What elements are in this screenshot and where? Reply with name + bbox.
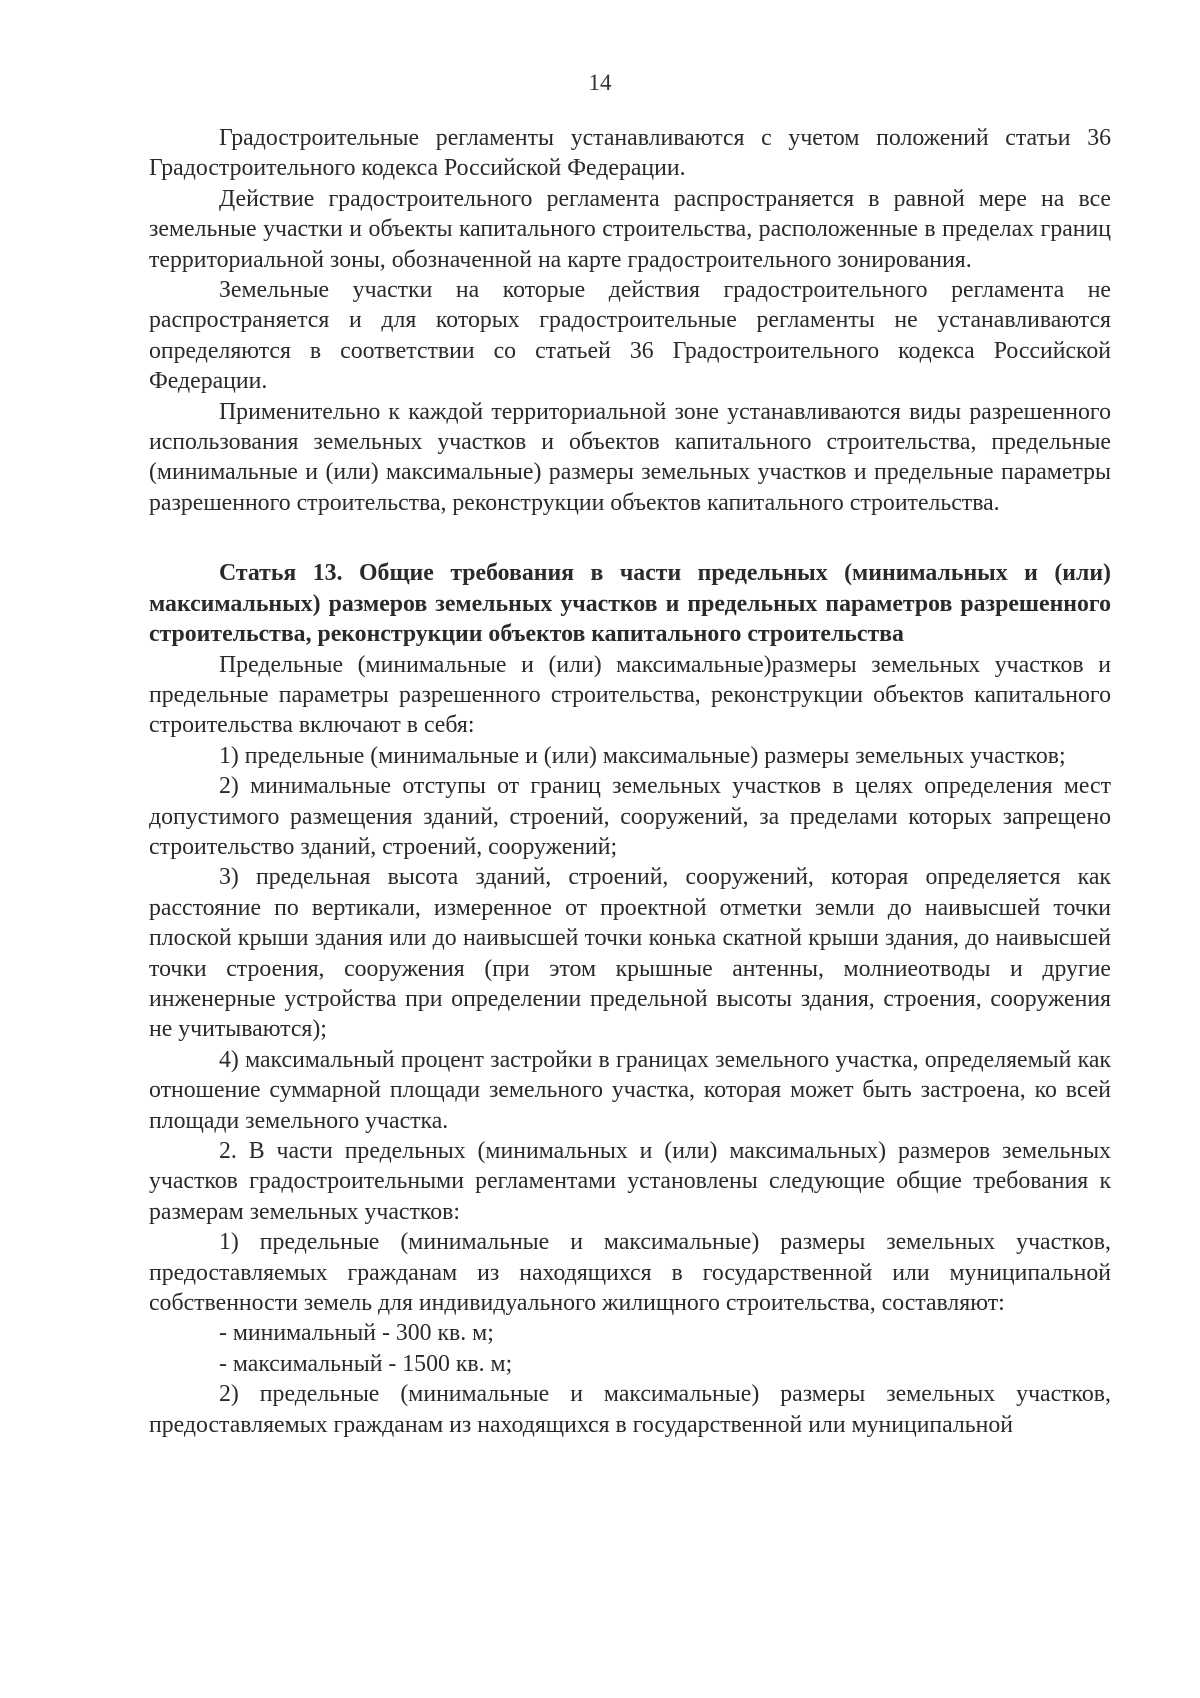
- paragraph: Применительно к каждой территориальной зоне устанавливаются виды разрешенного использования земельных участков и объектов капитального строительства, предельные (минимальные и (или) максимальные) размеры земельных участков и предельные параметры разрешенного строительства, реконструкции объектов капитального строительства.: [149, 398, 1111, 516]
- list-item: - минимальный - 300 кв. м;: [219, 1320, 494, 1347]
- list-item: 1) предельные (минимальные и (или) максимальные) размеры земельных участков;: [219, 742, 1066, 769]
- list-item: 4) максимальный процент застройки в границах земельного участка, определяемый как отношение суммарной площади земельного участка, которая может быть застроена, ко всей площади земельного участка.: [149, 1046, 1111, 1134]
- paragraph: Предельные (минимальные и (или) максимальные)размеры земельных участков и предельные параметры разрешенного строительства, реконструкции объектов капитального строительства включают в себя:: [149, 651, 1111, 739]
- paragraph: Земельные участки на которые действия градостроительного регламента не распространяется и для которых градостроительные регламенты не устанавливаются определяются в соответствии со статьей 36 Градостроительного кодекса Российской Федерации.: [149, 277, 1111, 395]
- paragraph: Градостроительные регламенты устанавливаются с учетом положений статьи 36 Градостроительного кодекса Российской Федерации.: [149, 125, 1111, 182]
- list-item: - максимальный - 1500 кв. м;: [219, 1350, 513, 1377]
- document-body: [149, 123, 1111, 1440]
- article-heading: Статья 13. Общие требования в части предельных (минимальных и (или) максимальных) размеров земельных участков и предельных параметров разрешенного строительства, реконструкции объектов капитального строительства: [149, 560, 1111, 648]
- list-item: 3) предельная высота зданий, строений, сооружений, которая определяется как расстояние по вертикали, измеренное от проектной отметки земли до наивысшей точки плоской крыши здания или до наивысшей точки конька скатной крыши здания, до наивысшей точки строения, сооружения (при этом крышные антенны, молниеотводы и другие инженерные устройства при определении предельной высоты здания, строения, сооружения не учитываются);: [149, 864, 1111, 1043]
- list-item: 2) минимальные отступы от границ земельных участков в целях определения мест допустимого размещения зданий, строений, сооружений, за пределами которых запрещено строительство зданий, строений, сооружений;: [149, 773, 1111, 860]
- paragraph: Действие градостроительного регламента распространяется в равной мере на все земельные участки и объекты капитального строительства, расположенные в пределах границ территориальной зоны, обозначенной на карте градостроительного зонирования.: [149, 185, 1111, 273]
- list-item: 2) предельные (минимальные и максимальные) размеры земельных участков, предоставляемых гражданам из находящихся в государственной или муниципальной: [149, 1381, 1111, 1438]
- page-number: 14: [588, 70, 612, 95]
- paragraph: 2. В части предельных (минимальных и (или) максимальных) размеров земельных участков градостроительными регламентами установлены следующие общие требования к размерам земельных участков:: [149, 1138, 1111, 1225]
- list-item: 1) предельные (минимальные и максимальные) размеры земельных участков, предоставляемых гражданам из находящихся в государственной или муниципальной собственности земель для индивидуального жилищного строительства, составляют:: [149, 1229, 1111, 1317]
